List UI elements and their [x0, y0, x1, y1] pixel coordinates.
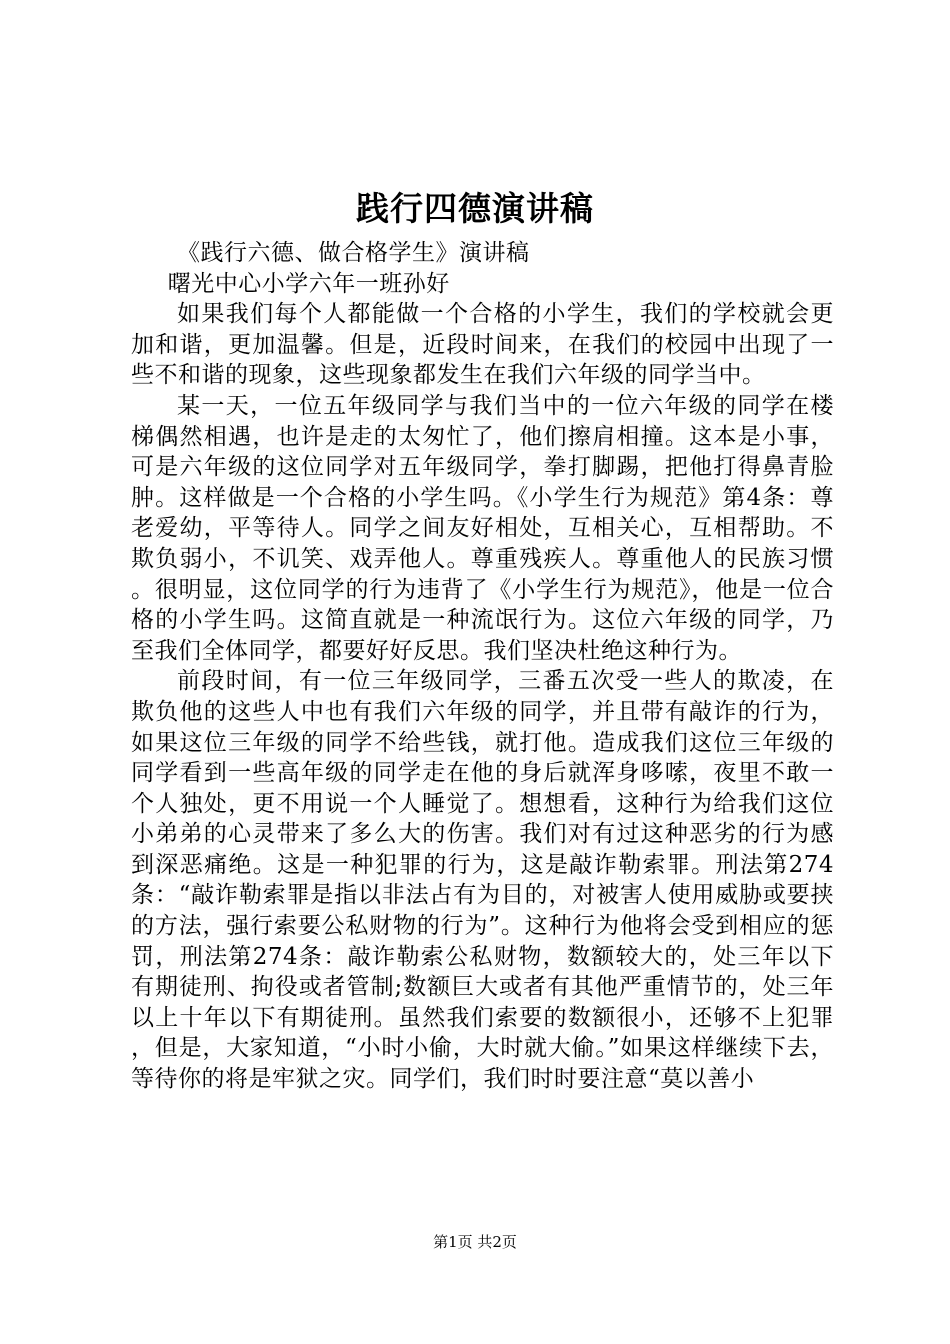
- speech-subtitle: 《践行六德、做合格学生》演讲稿: [177, 240, 530, 266]
- paragraph-1: 如果我们每个人都能做一个合格的小学生，我们的学校就会更加和谐，更加温馨。但是，近段时间来，在我们的校园中出现了一些不和谐的现象，这些现象都发生在我们六年级的同学当中。: [131, 301, 834, 389]
- speech-author: 曙光中心小学六年一班孙好: [167, 270, 450, 297]
- page-number: 第1页 共2页: [433, 1233, 517, 1251]
- paragraph-2: 某一天，一位五年级同学与我们当中的一位六年级的同学在楼梯偶然相遇，也许是走的太匆忙了，他们擦肩相撞。这本是小事，可是六年级的这位同学对五年级同学，拳打脚踢，把他打得鼻青脸肿。这样做是一个合格的小学生吗。《小学生行为规范》第4条：尊老爱幼，平等待人。同学之间友好相处，互相关心，互相帮助。不欺负弱小，不讥笑、戏弄他人。尊重残疾人。尊重他人的民族习惯。很明显，这位同学的行为违背了《小学生行为规范》，他是一位合格的小学生吗。这简直就是一种流氓行为。这位六年级的同学，乃至我们全体同学，都要好好反思。我们坚决杜绝这种行为。: [131, 392, 834, 664]
- document-body: [131, 238, 834, 1095]
- document-title: 践行四德演讲稿: [356, 189, 594, 228]
- paragraph-3: 前段时间，有一位三年级同学，三番五次受一些人的欺凌，在欺负他的这些人中也有我们六年级的同学，并且带有敲诈的行为，如果这位三年级的同学不给些钱，就打他。造成我们这位三年级的同学看到一些高年级的同学走在他的身后就浑身哆嗦，夜里不敢一个人独处，更不用说一个人睡觉了。想想看，这种行为给我们这位小弟弟的心灵带来了多么大的伤害。我们对有过这种恶劣的行为感到深恶痛绝。这是一种犯罪的行为，这是敲诈勒索罪。刑法第274条：“敲诈勒索罪是指以非法占有为目的，对被害人使用威胁或要挟的方法，强行索要公私财物的行为”。这种行为他将会受到相应的惩罚，刑法第274条：敲诈勒索公私财物，数额较大的，处三年以下有期徒刑、拘役或者管制;数额巨大或者有其他严重情节的，处三年以上十年以下有期徒刑。虽然我们索要的数额很小，还够不上犯罪，但是，大家知道，“小时小偷，大时就大偷。”如果这样继续下去，等待你的将是牢狱之灾。同学们，我们时时要注意“莫以善小: [131, 668, 834, 1093]
